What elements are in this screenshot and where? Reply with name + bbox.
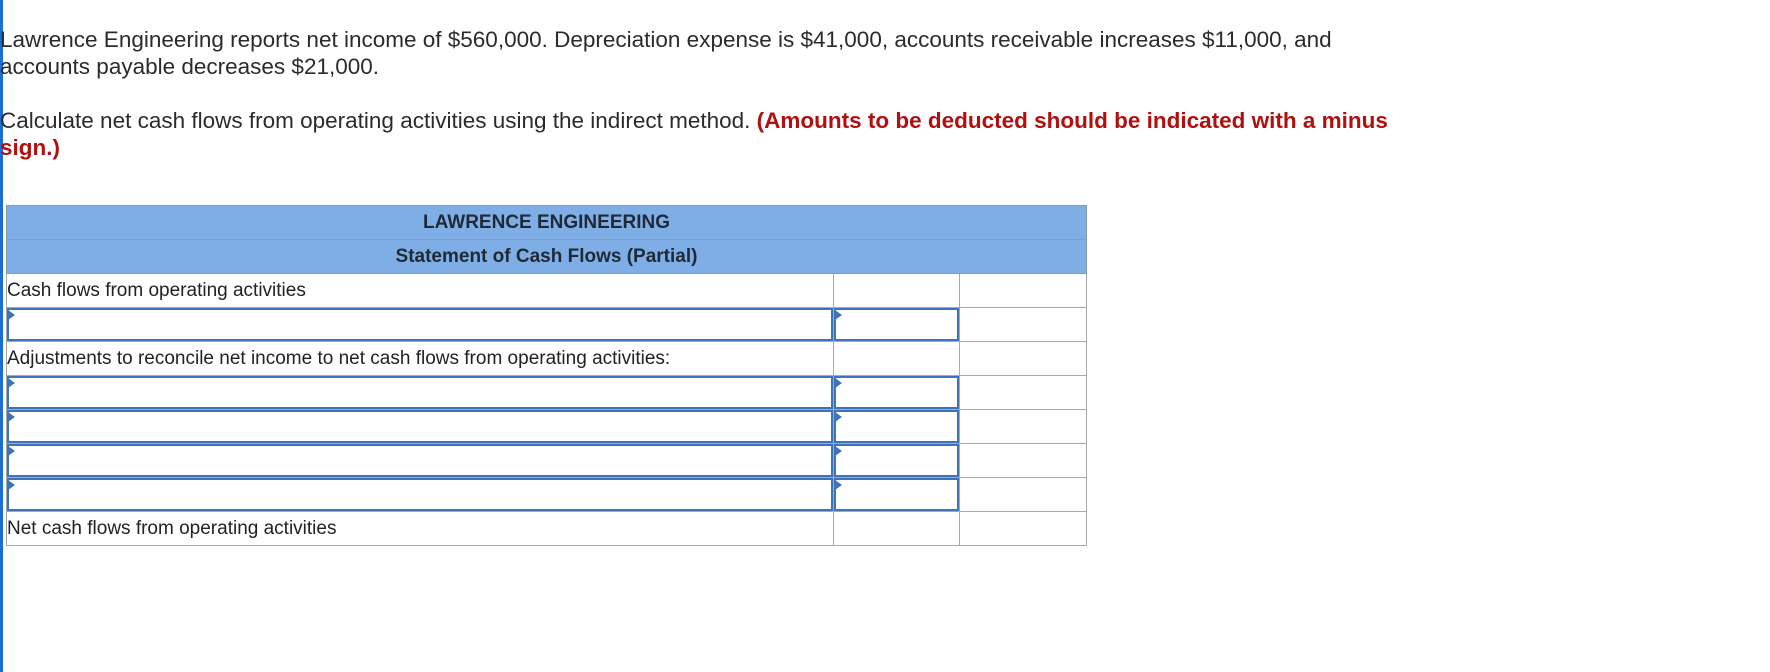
question-paragraph-1: Lawrence Engineering reports net income of $560,000. Depreciation expense is $41,000, accounts receivable increases $11,000, and accounts payable decreases $21,000.: [0, 27, 1332, 79]
adjustment-4-label-input[interactable]: [7, 478, 833, 511]
adjustment-1-label-input[interactable]: [7, 376, 833, 409]
empty-cell: [960, 308, 1087, 342]
label-input-cell: [7, 376, 834, 410]
amount-input-cell: [833, 308, 960, 342]
empty-cell: [833, 342, 960, 376]
adjustment-3-label-input[interactable]: [7, 444, 833, 477]
empty-cell: [960, 274, 1087, 308]
empty-cell: [833, 274, 960, 308]
amount-input-cell: [833, 444, 960, 478]
label-input-cell: [7, 444, 834, 478]
adjustment-3-amount-input[interactable]: [834, 444, 960, 477]
adjustments-label: Adjustments to reconcile net income to net cash flows from operating activities:: [7, 342, 834, 376]
question-paragraph-2: [0, 107, 1420, 161]
amount-input-cell: [833, 478, 960, 512]
net-income-amount-input[interactable]: [834, 308, 960, 341]
company-name: LAWRENCE ENGINEERING: [7, 206, 1087, 240]
section-label: Cash flows from operating activities: [7, 274, 834, 308]
adjustment-1-amount-input[interactable]: [834, 376, 960, 409]
empty-cell: [960, 478, 1087, 512]
table-row: [7, 274, 1087, 308]
statement-title: Statement of Cash Flows (Partial): [7, 240, 1087, 274]
label-input-cell: [7, 308, 834, 342]
empty-cell: [960, 342, 1087, 376]
table-row-total: [7, 512, 1087, 546]
table-row: [7, 376, 1087, 410]
total-underlined-cell: [833, 512, 960, 546]
empty-cell: [960, 410, 1087, 444]
label-input-cell: [7, 410, 834, 444]
header-row-title: [7, 240, 1087, 274]
adjustment-4-amount-input[interactable]: [834, 478, 960, 511]
table-row: [7, 342, 1087, 376]
instruction-text: Calculate net cash flows from operating activities using the indirect method.: [0, 108, 751, 133]
net-income-label-input[interactable]: [7, 308, 833, 341]
table-row: [7, 410, 1087, 444]
question-text: [0, 26, 1420, 161]
cash-flow-statement-table: [6, 205, 1087, 546]
adjustment-2-label-input[interactable]: [7, 410, 833, 443]
table-row: [7, 308, 1087, 342]
total-label: Net cash flows from operating activities: [7, 512, 834, 546]
instruction-note: (Amounts to be deducted should be indicated with a minus sign.): [0, 108, 1388, 160]
label-input-cell: [7, 478, 834, 512]
table-row: [7, 444, 1087, 478]
empty-cell: [960, 376, 1087, 410]
header-row-company: [7, 206, 1087, 240]
amount-input-cell: [833, 376, 960, 410]
amount-input-cell: [833, 410, 960, 444]
empty-cell: [960, 444, 1087, 478]
total-amount-cell: [960, 512, 1087, 546]
adjustment-2-amount-input[interactable]: [834, 410, 960, 443]
table-row: [7, 478, 1087, 512]
